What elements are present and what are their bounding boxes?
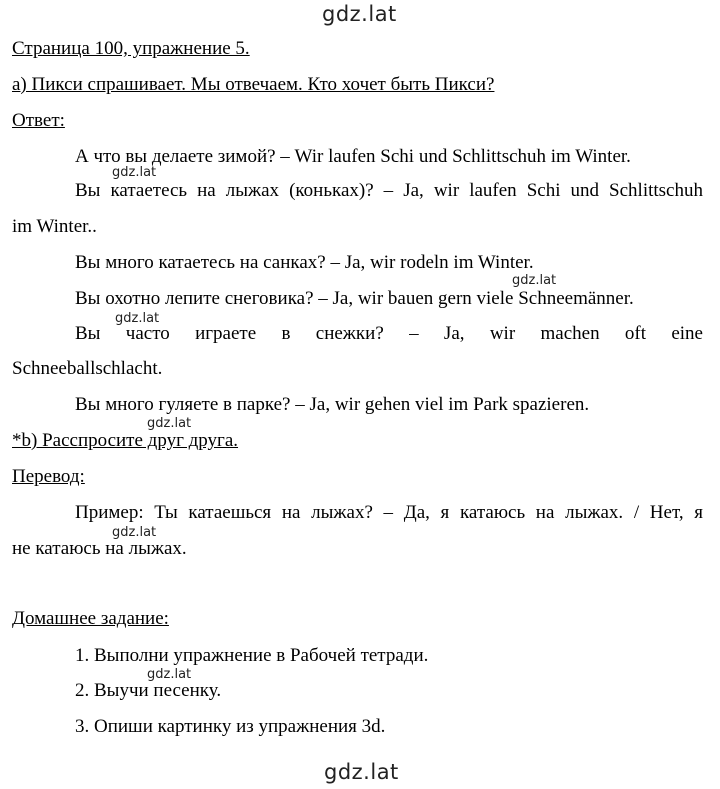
answer-line-2a: Вы катаетесь на лыжах (коньках)? – Ja, wir laufen Schi und Schlittschuh xyxy=(75,180,703,201)
answer-line-6: Вы много гуляете в парке? – Ja, wir gehen viel im Park spazieren. xyxy=(75,394,590,415)
homework-label: Домашнее задание: xyxy=(12,608,169,629)
homework-item-3: 3. Опиши картинку из упражнения 3d. xyxy=(75,716,386,737)
footer-watermark: gdz.lat xyxy=(324,760,399,784)
inline-watermark-6: gdz.lat xyxy=(147,667,192,682)
answer-line-5b: Schneeballschlacht. xyxy=(12,358,163,379)
homework-item-1: 1. Выполни упражнение в Рабочей тетради. xyxy=(75,645,429,666)
answer-line-5a: Вы часто играете в снежки? – Ja, wir machen oft eine xyxy=(75,323,703,344)
homework-item-2: 2. Выучи песенку. xyxy=(75,680,222,701)
translation-label: Перевод: xyxy=(12,466,85,487)
header-watermark: gdz.lat xyxy=(322,2,397,26)
translation-line-2: не катаюсь на лыжах. xyxy=(12,538,187,559)
answer-line-1: А что вы делаете зимой? – Wir laufen Schi und Schlittschuh im Winter. xyxy=(75,146,631,167)
page-reference: Страница 100, упражнение 5. xyxy=(12,38,250,59)
answer-line-2b: im Winter.. xyxy=(12,216,97,237)
inline-watermark-5: gdz.lat xyxy=(112,525,157,540)
task-a-heading: a) Пикси спрашивает. Мы отвечаем. Кто хочет быть Пикси? xyxy=(12,74,495,95)
task-b-heading: *b) Расспросите друг друга. xyxy=(12,430,239,451)
inline-watermark-1: gdz.lat xyxy=(112,165,157,180)
inline-watermark-3: gdz.lat xyxy=(115,311,160,326)
inline-watermark-2: gdz.lat xyxy=(512,273,557,288)
inline-watermark-4: gdz.lat xyxy=(147,416,192,431)
answer-line-3: Вы много катаетесь на санках? – Ja, wir rodeln im Winter. xyxy=(75,252,534,273)
answer-line-4: Вы охотно лепите снеговика? – Ja, wir bauen gern viele Schneemänner. xyxy=(75,288,634,309)
answer-label: Ответ: xyxy=(12,110,65,131)
translation-line-1: Пример: Ты катаешься на лыжах? – Да, я катаюсь на лыжах. / Нет, я xyxy=(75,502,703,523)
